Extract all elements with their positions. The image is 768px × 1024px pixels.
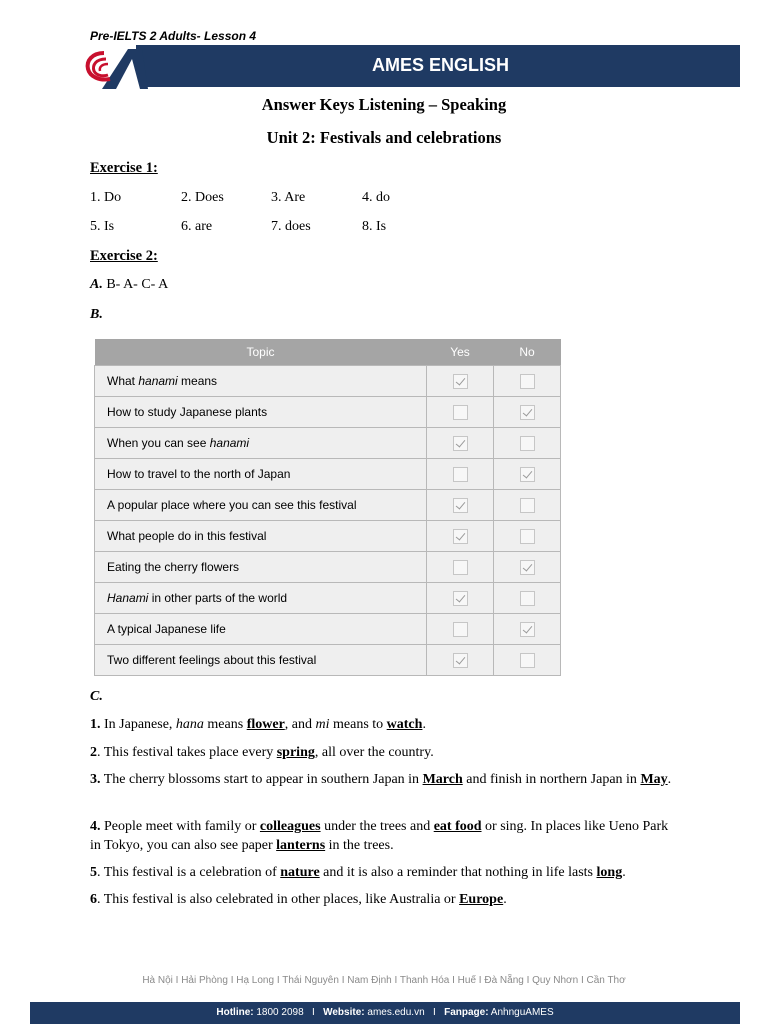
table-row: [95, 583, 561, 614]
no-checkbox[interactable]: [520, 374, 535, 389]
yes-checkbox[interactable]: [453, 529, 468, 544]
section-a-label: A.: [90, 277, 103, 292]
no-checkbox[interactable]: [520, 498, 535, 513]
yes-cell: [427, 397, 494, 428]
answer-text: hana: [175, 717, 204, 732]
unit-title: Unit 2: Festivals and celebrations: [266, 128, 502, 147]
answer-6: 6. are: [181, 219, 213, 234]
topic-text: Two different feelings about this festival: [107, 653, 317, 667]
topic-cell: [95, 428, 427, 459]
table-header-row: [95, 339, 561, 366]
answer-text: in the trees.: [325, 838, 394, 853]
answer-number: 3.: [90, 772, 101, 787]
exercise1-title: Exercise 1:: [90, 160, 158, 176]
answer-7: 7. does: [271, 219, 311, 234]
yes-checkbox[interactable]: [453, 653, 468, 668]
yes-cell: [427, 490, 494, 521]
no-checkbox[interactable]: [520, 405, 535, 420]
answer-text: means: [203, 717, 247, 732]
answer-number: 5: [90, 865, 97, 880]
no-checkbox[interactable]: [520, 653, 535, 668]
topic-text: Eating the cherry flowers: [107, 560, 240, 574]
answer-keyword: flower: [246, 717, 285, 732]
hotline-value: 1800 2098: [256, 1007, 304, 1018]
topic-cell: [95, 645, 427, 676]
fanpage-value[interactable]: AnhnguAMES: [490, 1007, 554, 1018]
yes-cell: [427, 552, 494, 583]
yes-checkbox[interactable]: [453, 560, 468, 575]
no-cell: [494, 490, 561, 521]
answer-text: and it is also a reminder that nothing in life lasts: [319, 865, 597, 880]
topic-cell: [95, 490, 427, 521]
answer-keyword: lanterns: [276, 838, 326, 853]
fanpage-label: Fanpage:: [444, 1007, 489, 1018]
topic-text-after: in other parts of the world: [148, 591, 288, 605]
table-row: [95, 552, 561, 583]
answer-line-4: [90, 817, 680, 855]
website-value[interactable]: ames.edu.vn: [367, 1007, 425, 1018]
table-row: [95, 459, 561, 490]
answer-keyword: watch: [386, 717, 423, 732]
page-title: Answer Keys Listening – Speaking: [261, 95, 507, 114]
yes-cell: [427, 459, 494, 490]
no-cell: [494, 552, 561, 583]
answer-keyword: Europe: [459, 892, 504, 907]
yes-cell: [427, 521, 494, 552]
answer-text: under the trees and: [320, 819, 434, 834]
no-checkbox[interactable]: [520, 529, 535, 544]
answer-keyword: eat food: [433, 819, 482, 834]
topic-text: A typical Japanese life: [107, 622, 226, 636]
topic-text: How to travel to the north of Japan: [107, 467, 291, 481]
table-row: [95, 428, 561, 459]
yes-checkbox[interactable]: [453, 374, 468, 389]
no-cell: [494, 366, 561, 397]
answer-text: The cherry blossoms start to appear in southern Japan in: [100, 772, 423, 787]
topic-italic-text: hanami: [209, 436, 250, 450]
yes-checkbox[interactable]: [453, 436, 468, 451]
no-cell: [494, 614, 561, 645]
answer-text: In Japanese,: [100, 717, 176, 732]
table-row: [95, 490, 561, 521]
topic-text: How to study Japanese plants: [107, 405, 268, 419]
no-checkbox[interactable]: [520, 467, 535, 482]
yes-checkbox[interactable]: [453, 591, 468, 606]
answer-2: 2. Does: [181, 190, 224, 205]
answer-number: 4.: [90, 819, 101, 834]
topic-cell: [95, 583, 427, 614]
answer-keyword: spring: [276, 745, 315, 760]
no-checkbox[interactable]: [520, 591, 535, 606]
header-topic: Topic: [95, 339, 427, 366]
yes-checkbox[interactable]: [453, 467, 468, 482]
table-row: [95, 614, 561, 645]
answer-line-2: [90, 743, 680, 762]
answer-line-3: [90, 770, 680, 789]
topic-cell: [95, 366, 427, 397]
topic-cell: [95, 614, 427, 645]
answer-line-5: [90, 863, 680, 882]
yes-checkbox[interactable]: [453, 498, 468, 513]
exercise2-title: Exercise 2:: [90, 248, 158, 264]
topic-italic-text: hanami: [138, 374, 178, 388]
topics-table: [94, 339, 561, 676]
topic-cell: [95, 459, 427, 490]
answer-3: 3. Are: [271, 190, 306, 205]
table-row: [95, 397, 561, 428]
answer-text: . This festival is also celebrated in other places, like Australia or: [97, 892, 460, 907]
topic-text: A popular place where you can see this festival: [107, 498, 357, 512]
yes-checkbox[interactable]: [453, 622, 468, 637]
table-row: [95, 521, 561, 552]
answer-1: 1. Do: [90, 190, 122, 205]
answer-8: 8. Is: [362, 219, 387, 234]
no-cell: [494, 459, 561, 490]
header-no: No: [494, 339, 561, 366]
topic-cell: [95, 397, 427, 428]
no-cell: [494, 645, 561, 676]
answer-text: or sing. In places like Ueno Park in Tokyo, you can also see paper: [90, 819, 669, 853]
website-label: Website:: [323, 1007, 365, 1018]
yes-checkbox[interactable]: [453, 405, 468, 420]
lesson-label: Pre-IELTS 2 Adults- Lesson 4: [90, 29, 257, 43]
answer-text: .: [422, 717, 426, 732]
city-list: Hà Nội I Hải Phòng I Hạ Long I Thái Nguyên I Nam Định I Thanh Hóa I Huế I Đà Nẵng I Quy Nhơn I Cần Thơ: [142, 975, 626, 986]
answer-4: 4. do: [362, 190, 390, 205]
no-cell: [494, 583, 561, 614]
no-checkbox[interactable]: [520, 622, 535, 637]
no-cell: [494, 397, 561, 428]
yes-cell: [427, 428, 494, 459]
answer-text: . This festival takes place every: [97, 745, 277, 760]
answer-keyword: March: [422, 772, 463, 787]
yes-cell: [427, 614, 494, 645]
table-row: [95, 366, 561, 397]
answer-text: .: [503, 892, 507, 907]
answer-number: 6: [90, 892, 97, 907]
answer-keyword: colleagues: [259, 819, 321, 834]
table-row: [95, 645, 561, 676]
answer-text: .: [622, 865, 626, 880]
section-c-label: C.: [90, 689, 103, 704]
answer-line-1: [90, 715, 680, 734]
answer-keyword: May: [640, 772, 668, 787]
answer-keyword: long: [596, 865, 623, 880]
answer-text: , and: [284, 717, 316, 732]
section-b-label: B.: [90, 307, 103, 322]
topic-cell: [95, 521, 427, 552]
brand-title: AMES ENGLISH: [372, 55, 510, 75]
answer-text: . This festival is a celebration of: [97, 865, 281, 880]
answer-number: 1.: [90, 717, 101, 732]
answer-text: means to: [329, 717, 387, 732]
footer-bar: Hotline: 1800 2098 I Website: ames.edu.vn I Fanpage: AnhnguAMES: [30, 1002, 740, 1024]
answer-line-6: [90, 890, 680, 909]
answer-text: , all over the country.: [314, 745, 434, 760]
topic-text-after: means: [177, 374, 218, 388]
answer-text: People meet with family or: [100, 819, 260, 834]
yes-cell: [427, 583, 494, 614]
no-checkbox[interactable]: [520, 560, 535, 575]
answer-keyword: nature: [280, 865, 320, 880]
section-a: [90, 277, 168, 293]
answer-5: 5. Is: [90, 219, 115, 234]
no-checkbox[interactable]: [520, 436, 535, 451]
no-cell: [494, 521, 561, 552]
answer-number: 2: [90, 745, 97, 760]
answer-text: mi: [315, 717, 330, 732]
ames-logo-icon: [82, 45, 152, 89]
topic-italic-text: Hanami: [107, 591, 149, 605]
topic-cell: [95, 552, 427, 583]
topic-text: When you can see: [107, 436, 210, 450]
answer-text: .: [667, 772, 672, 787]
topic-text: What people do in this festival: [107, 529, 267, 543]
section-a-answer: B- A- C- A: [106, 277, 169, 292]
header-yes: Yes: [427, 339, 494, 366]
answer-text: and finish in northern Japan in: [462, 772, 641, 787]
topic-text: What: [107, 374, 139, 388]
hotline-label: Hotline:: [216, 1007, 254, 1018]
no-cell: [494, 428, 561, 459]
yes-cell: [427, 645, 494, 676]
yes-cell: [427, 366, 494, 397]
